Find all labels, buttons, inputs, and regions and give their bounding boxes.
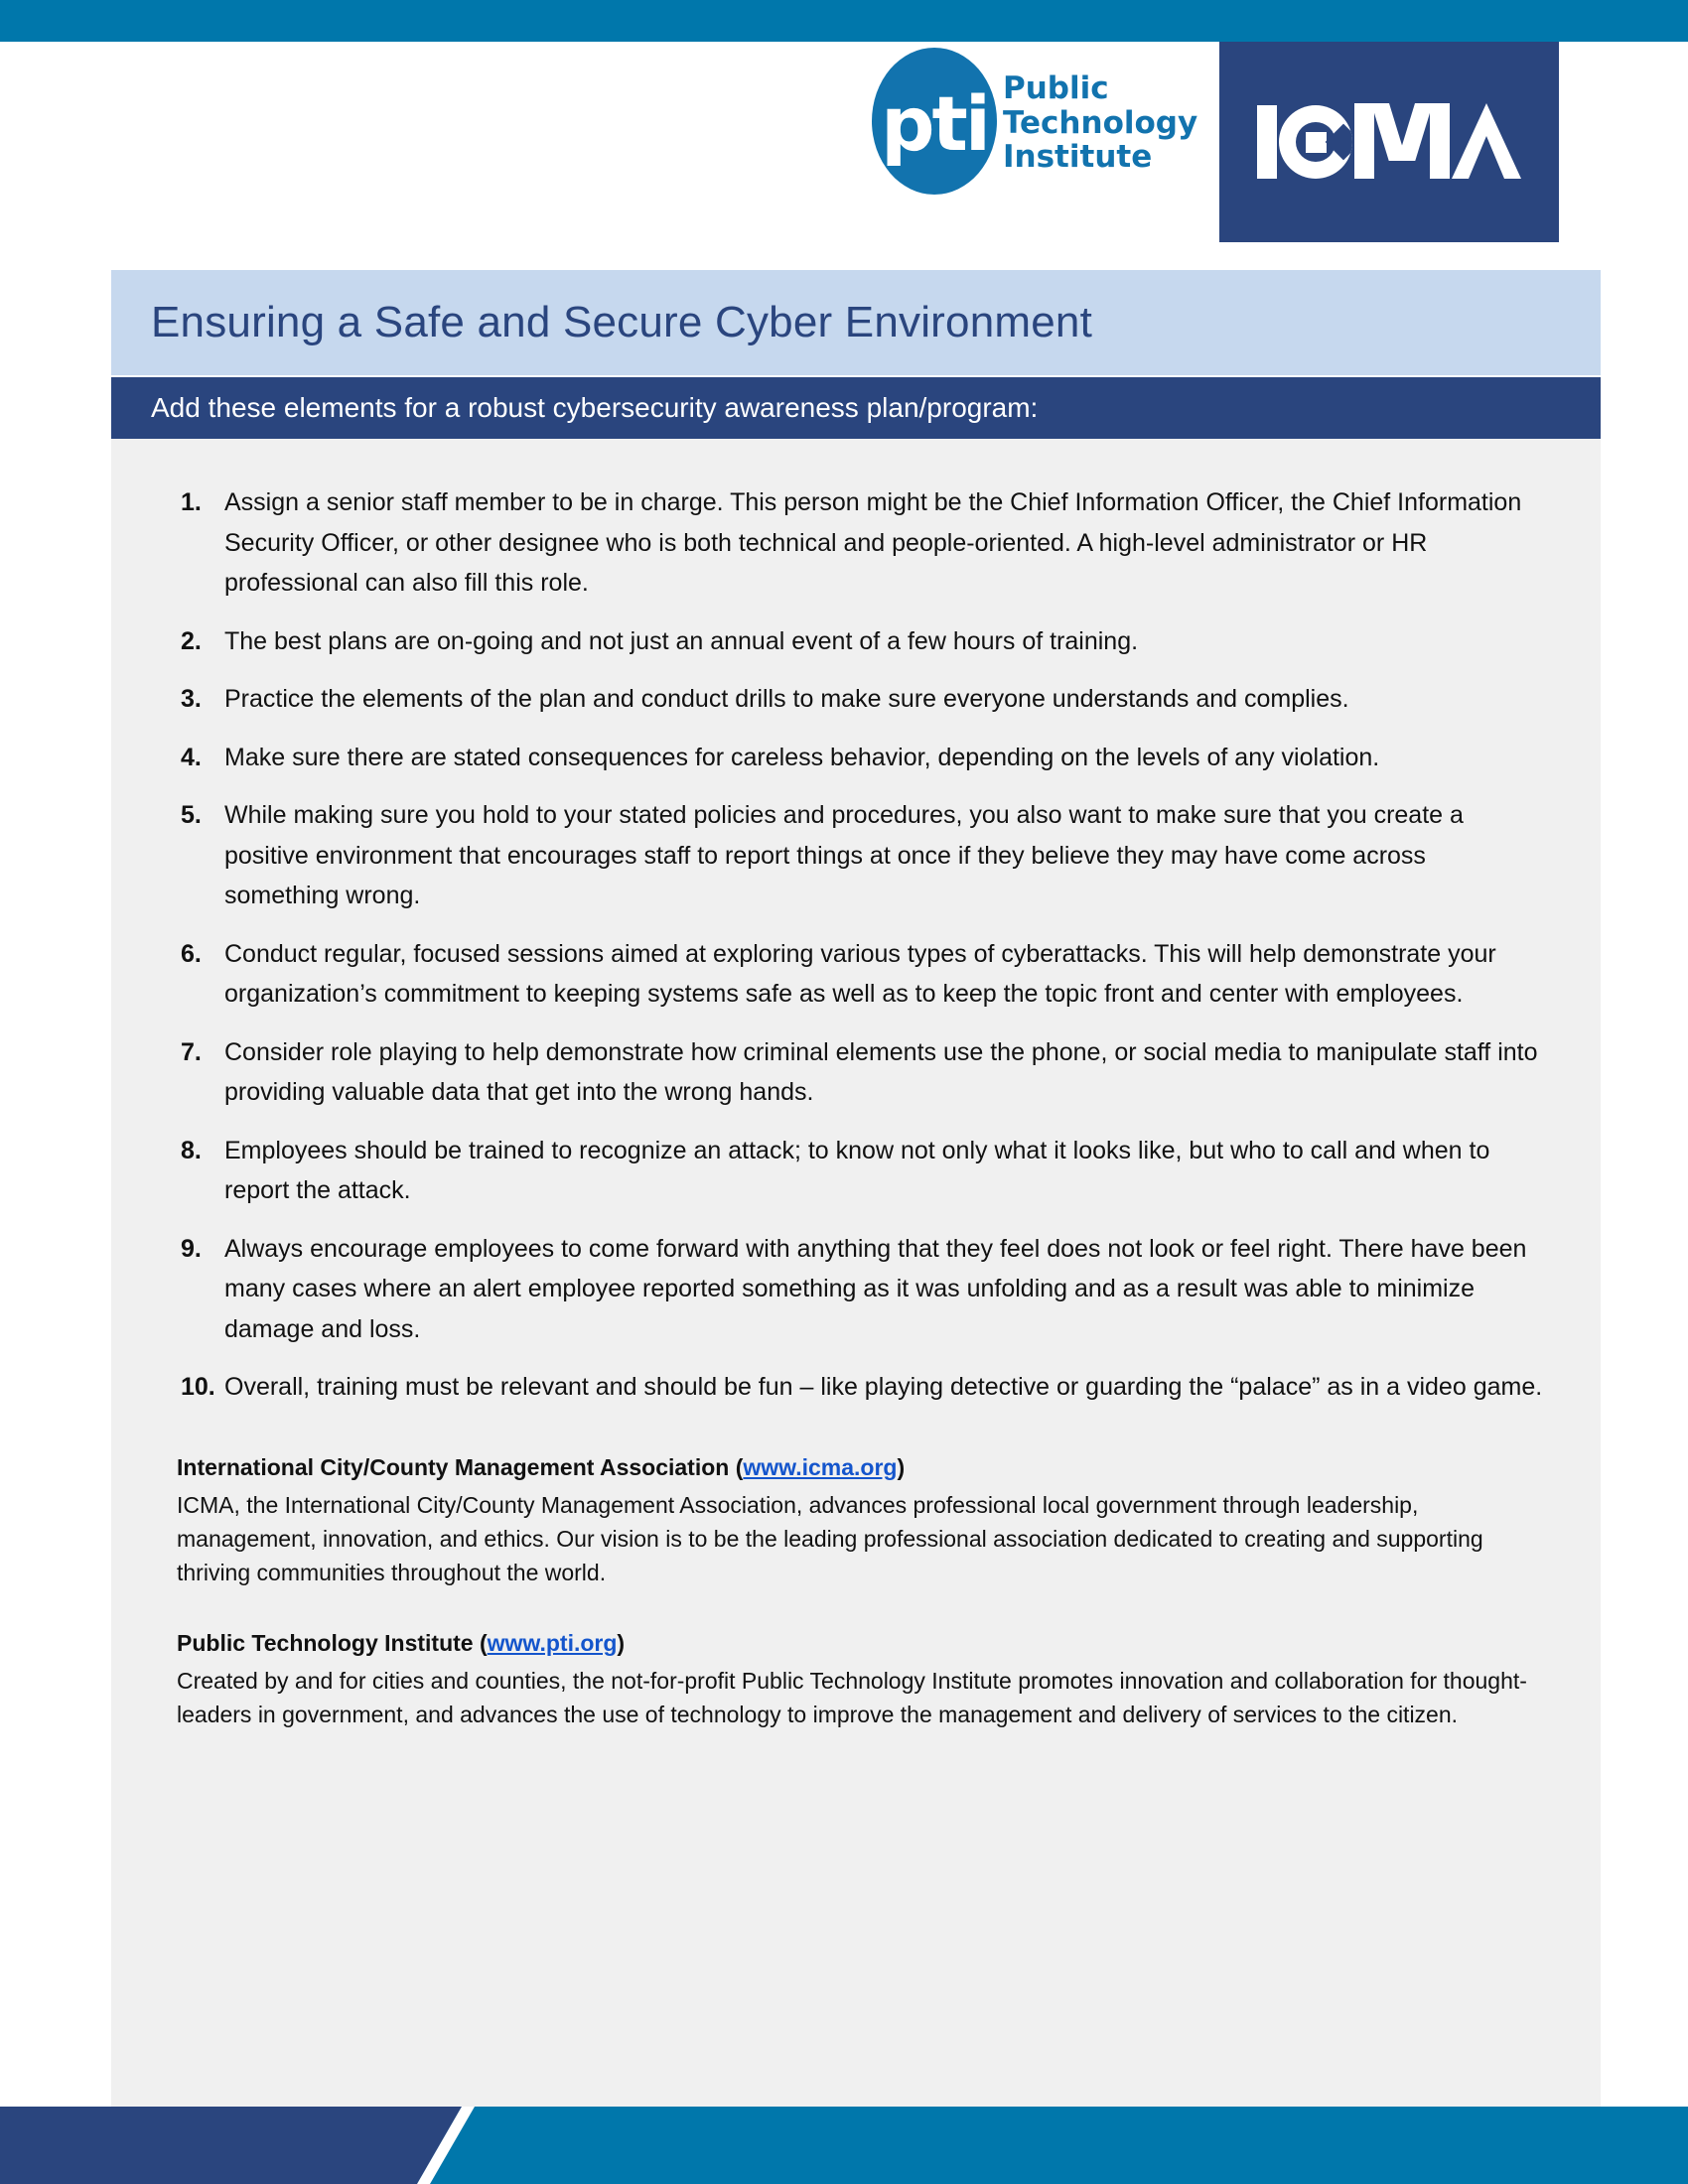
organization-name: Public Technology Institute (177, 1629, 474, 1656)
open-paren: ( (735, 1453, 744, 1480)
list-item-text: Employees should be trained to recognize an attack; to know not only what it looks like, but who to call and when to report the attack. (224, 1136, 1490, 1204)
list-item (167, 1032, 1545, 1113)
organization-block-pti (167, 1627, 1545, 1731)
list-item-number: 1. (181, 488, 202, 516)
pti-wordmark-line-1: Public (1003, 69, 1109, 106)
list-item-number: 3. (181, 685, 202, 713)
list-item (167, 934, 1545, 1015)
icma-letter-c-notch-icon (1326, 124, 1352, 161)
footer-navy-wedge (0, 2107, 477, 2184)
organizations-section (167, 1451, 1545, 1732)
body-panel (111, 439, 1601, 2136)
list-item-text: Make sure there are stated consequences for careless behavior, depending on the levels of any violation. (224, 743, 1380, 771)
list-item-number: 10. (181, 1373, 215, 1401)
pti-circle-icon (872, 48, 997, 195)
tips-list (167, 482, 1545, 1408)
list-item-number: 8. (181, 1136, 202, 1164)
list-item (167, 621, 1545, 662)
open-paren: ( (479, 1629, 488, 1656)
icma-letter-c-icon (1279, 105, 1352, 179)
pti-wordmark (1003, 68, 1197, 175)
organization-website-link[interactable]: www.pti.org (487, 1629, 618, 1656)
document-card (111, 270, 1601, 2136)
organization-name: International City/County Management Association (177, 1453, 730, 1480)
list-item (167, 1131, 1545, 1211)
logo-strip (0, 42, 1688, 201)
list-item (167, 795, 1545, 916)
list-item-number: 7. (181, 1037, 202, 1066)
icma-letter-i-icon (1257, 105, 1277, 179)
list-item-text: Consider role playing to help demonstrate how criminal elements use the phone, or social media to manipulate staff into providing valuable data that get into the wrong hands. (224, 1037, 1538, 1106)
list-item-text: The best plans are on-going and not just an annual event of a few hours of training. (224, 626, 1139, 655)
list-item-number: 9. (181, 1234, 202, 1263)
icma-wordmark-icon (1257, 103, 1521, 181)
pti-mark-text: pti (881, 79, 988, 168)
list-item-text: Overall, training must be relevant and should be fun – like playing detective or guarding the “palace” as in a video game. (224, 1373, 1543, 1401)
title-band (111, 270, 1601, 375)
page-title: Ensuring a Safe and Secure Cyber Environment (151, 298, 1092, 346)
top-accent-bar (0, 0, 1688, 42)
footer-graphic (0, 2107, 1688, 2184)
organization-block-icma (167, 1451, 1545, 1589)
subtitle-band (111, 377, 1601, 439)
close-paren: ) (897, 1453, 906, 1480)
list-item-text: Assign a senior staff member to be in charge. This person might be the Chief Information Officer, the Chief Information Security Officer, or other designee who is both technical and people-oriented. A high-level administrator or HR professional can also fill this role. (224, 488, 1522, 597)
list-item-number: 6. (181, 939, 202, 968)
organization-website-link[interactable]: www.icma.org (743, 1453, 898, 1480)
list-item (167, 1229, 1545, 1350)
list-item-text: While making sure you hold to your stated policies and procedures, you also want to make sure that you create a positive environment that encourages staff to report things at once if they believe they may have come across something wrong. (224, 801, 1464, 909)
list-item-number: 2. (181, 626, 202, 655)
list-item (167, 482, 1545, 604)
list-item-number: 5. (181, 801, 202, 829)
list-item-text: Always encourage employees to come forward with anything that they feel does not look or feel right. There have been many cases where an alert employee reported something as it was unfolding and as a result was able to minimize damage and loss. (224, 1234, 1527, 1343)
organization-heading (177, 1627, 1545, 1660)
icma-logo (1219, 42, 1559, 242)
pti-wordmark-line-3: Institute (1003, 139, 1153, 176)
list-item-number: 4. (181, 743, 202, 771)
organization-description: Created by and for cities and counties, the not-for-profit Public Technology Institute promotes innovation and collaboration for thought-leaders in government, and advances the use of technology to improve the management and delivery of services to the citizen. (177, 1668, 1527, 1728)
list-item-text: Practice the elements of the plan and conduct drills to make sure everyone understands and complies. (224, 685, 1349, 713)
list-item (167, 738, 1545, 778)
icma-letter-m-icon (1354, 103, 1450, 179)
pti-logo (872, 48, 1197, 195)
organization-heading (177, 1451, 1545, 1484)
list-item (167, 679, 1545, 720)
organization-description: ICMA, the International City/County Management Association, advances professional local government through leadership, management, innovation, and ethics. Our vision is to be the leading professional association dedicated to creating and supporting thriving communities throughout the world. (177, 1491, 1483, 1585)
icma-letter-a-icon (1452, 103, 1521, 179)
list-item-text: Conduct regular, focused sessions aimed at exploring various types of cyberattacks. This will help demonstrate your organization’s commitment to keeping systems safe as well as to keep the topic front and center with employees. (224, 939, 1496, 1008)
close-paren: ) (617, 1629, 626, 1656)
list-item (167, 1367, 1545, 1408)
pti-wordmark-line-2: Technology (1003, 104, 1198, 141)
page-subtitle: Add these elements for a robust cybersecurity awareness plan/program: (151, 392, 1039, 423)
